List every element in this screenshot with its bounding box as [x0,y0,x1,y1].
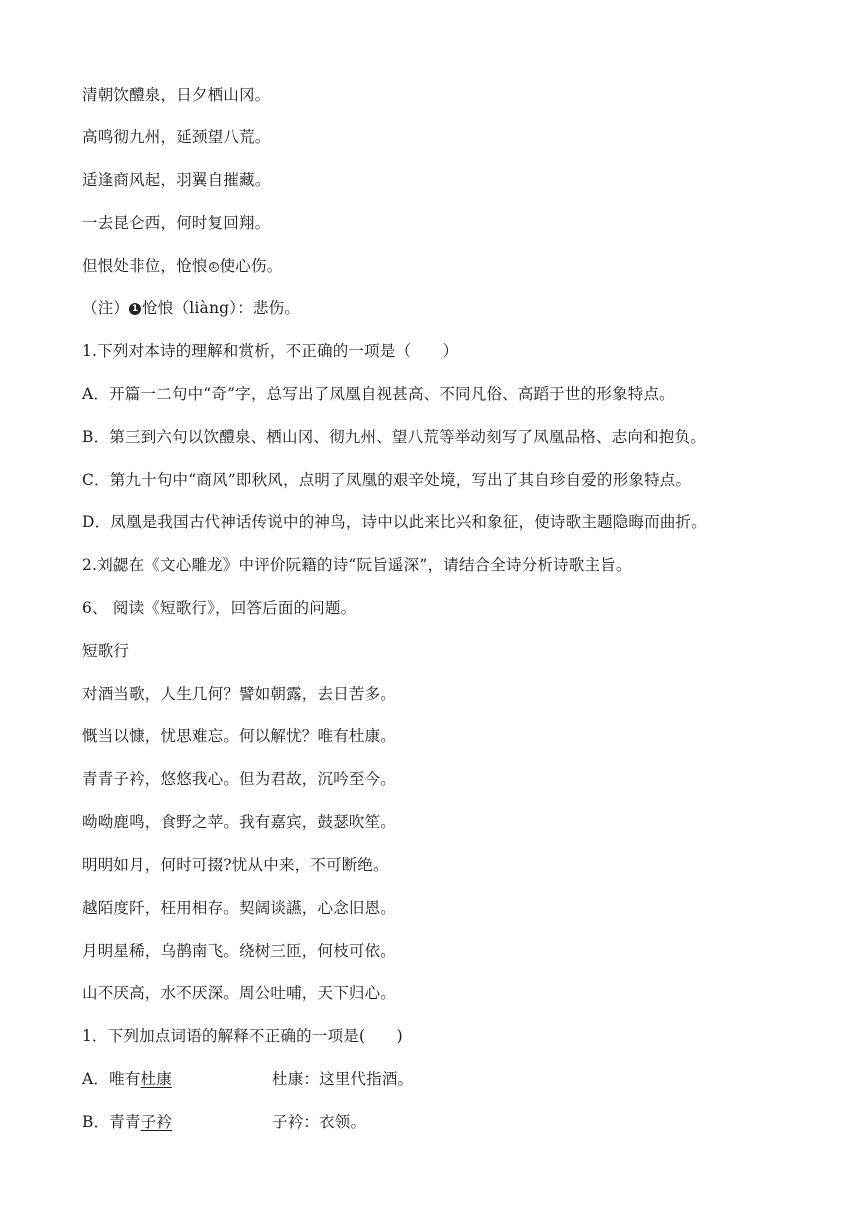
poem2-line-5: 明明如月，何时可掇?忧从中来，不可断绝。 [82,856,389,874]
poem1-line-1: 清朝饮醴泉，日夕栖山冈。 [82,86,271,104]
question-2: 2.刘勰在《文心雕龙》中评价阮籍的诗“阮旨遥深”，请结合全诗分析诗歌主旨。 [82,556,632,574]
question-1-option-a: A．开篇一二句中“奇”字，总写出了凤凰自视甚高、不同凡俗、高蹈于世的形象特点。 [82,385,675,403]
question-1-option-c: C．第九十句中“商风”即秋风，点明了凤凰的艰辛处境，写出了其自珍自爱的形象特点。 [82,471,692,489]
option-a-term: 杜康 [140,1070,172,1088]
poem1-line-4: 一去昆仑西，何时复回翔。 [82,214,271,232]
poem2-line-6: 越陌度阡，枉用相存。契阔谈讌，心念旧恩。 [82,899,397,917]
note-prefix: （注） [82,299,130,317]
question-1-option-d: D．凤凰是我国古代神话传说中的神鸟，诗中以此来比兴和象征，使诗歌主题隐晦而曲折。 [82,513,707,531]
option-a-label: A．唯有 [82,1070,141,1088]
option-b-label: B．青青 [82,1113,141,1131]
poem2-title: 短歌行 [82,642,130,660]
poem1-note [82,297,300,319]
option-a-term-wrap [82,1068,272,1090]
poem2-line-3: 青青子衿，悠悠我心。但为君故，沉吟至今。 [82,770,397,788]
option-b-term: 子衿 [140,1113,173,1131]
question-3-stem: 1．下列加点词语的解释不正确的一项是( ) [82,1027,403,1045]
question-3-option-a [82,1068,413,1090]
section-6-heading: 6、 阅读《短歌行》，回答后面的问题。 [82,599,357,617]
poem1-line-2: 高鸣彻九州，延颈望八荒。 [82,128,271,146]
poem2-line-2: 慨当以慷，忧思难忘。何以解忧？唯有杜康。 [82,727,397,745]
note-text: 怆悢（liàng）：悲伤。 [142,299,301,317]
poem1-line-3: 适逢商风起，羽翼自摧藏。 [82,171,271,189]
poem1-line-5-before: 但恨处非位，怆悢 [82,257,208,275]
option-b-term-wrap [82,1111,272,1133]
option-a-explanation: 杜康：这里代指酒。 [272,1070,414,1088]
question-1-stem: 1.下列对本诗的理解和赏析，不正确的一项是（ ） [82,342,459,360]
poem1-line-5-after: 使心伤。 [219,257,283,275]
footnote-marker: ① [209,262,218,271]
question-1-option-b: B．第三到六句以饮醴泉、栖山冈、彻九州、望八荒等举动刻写了凤凰品格、志向和抱负。 [82,428,706,446]
question-3-option-b [82,1111,366,1133]
poem2-line-4: 呦呦鹿鸣，食野之苹。我有嘉宾，鼓瑟吹笙。 [82,813,397,831]
poem2-line-8: 山不厌高，水不厌深。周公吐哺，天下归心。 [82,984,397,1002]
poem2-line-1: 对酒当歌，人生几何？譬如朝露，去日苦多。 [82,685,397,703]
poem1-line-5 [82,255,282,277]
note-number-icon: 1 [129,303,141,315]
option-b-explanation: 子衿：衣领。 [272,1113,367,1131]
poem2-line-7: 月明星稀，乌鹊南飞。绕树三匝，何枝可依。 [82,942,397,960]
